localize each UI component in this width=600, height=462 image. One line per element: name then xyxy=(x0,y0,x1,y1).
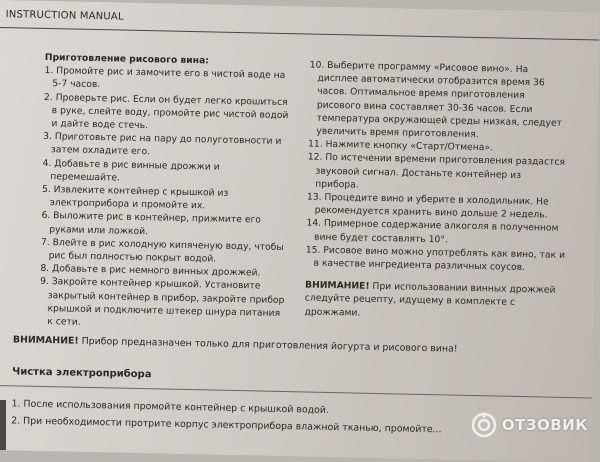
instruction-step: 12. По истечении времени приготовления раздастся звуковой сигнал. Достаньте контейнер из прибора. xyxy=(307,151,566,191)
instruction-step: 13. Процедите вино и уберите в холодильник. Не рекомендуется хранить вино дольше 2 недель. xyxy=(306,191,549,221)
instruction-step: 11. Нажмите кнопку «Старт/Отмена». xyxy=(307,138,494,154)
instruction-step: 2. Проверьте рис. Если он будет легко крошиться в руке, слейте воду, промойте рис чистой водой и дайте воде стечь. xyxy=(43,91,289,132)
otzovik-watermark xyxy=(471,412,588,438)
right-column xyxy=(304,59,569,324)
instruction-step: 6. Выложите рис в контейнер, прижмите его руками или ложкой. xyxy=(41,210,262,237)
instruction-step: 10. Выберите программу «Рисовое вино». На дисплее автоматически отобразится время 36 часов. Оптимальное время приготовления рисового вина составляет 30-36 часов. Если температура окружающей среды низкая, следует увеличить время приготовления. xyxy=(309,59,563,141)
instruction-step: 7. Влейте в рис холодную кипяченую воду, чтобы рис был полностью покрыт водой. xyxy=(40,236,284,265)
yeast-warning xyxy=(304,279,565,324)
instruction-step: 1. Промойте рис и замочите его в чистой воде на 5-7 часов. xyxy=(44,65,286,91)
warning-text: При использовании винных дрожжей следуйте рецепту, идущему в комплекте с дрожжами. xyxy=(304,281,556,319)
header-divider xyxy=(0,27,599,41)
warning-label: ВНИМАНИЕ! xyxy=(12,334,79,347)
instruction-step: 8. Добавьте в рис немного винных дрожжей. xyxy=(40,263,261,279)
instruction-step: 9. Закройте контейнер крышкой. Установите закрытый контейнер в прибор, закройте прибор крышкой и подключите штекер шнура питания к сети. xyxy=(39,276,285,328)
left-column xyxy=(39,51,293,333)
otzovik-logo-icon xyxy=(471,412,497,438)
instruction-step: 3. Приготовьте рис на пару до полуготовности и затем охладите его. xyxy=(43,131,282,158)
instruction-step: 14. Примерное содержание алкоголя в полученном вине будет составлять 10°. xyxy=(306,217,559,246)
manual-header: INSTRUCTION MANUAL xyxy=(5,9,124,23)
appliance-purpose-warning xyxy=(13,333,583,358)
instruction-step: 4. Добавьте в рис винные дрожжи и перемешайте. xyxy=(42,157,220,184)
warning-label: ВНИМАНИЕ! xyxy=(304,279,370,293)
watermark-text: ОТЗОВИК xyxy=(501,416,588,434)
cleaning-step: 1. После использования промойте контейнер с крышкой водой. xyxy=(11,398,330,416)
instruction-step: 15. Рисовое вино можно употреблять как вино, так и в качестве ингредиента различных соусов. xyxy=(305,244,566,274)
rice-wine-section-title: Приготовление рисового вина: xyxy=(44,51,210,67)
warning-text: Прибор предназначен только для приготовления йогурта и рисового вина! xyxy=(78,335,458,355)
cleaning-step: 2. При необходимости протрите корпус электроприбора влажной тканью, промойте... xyxy=(11,415,442,436)
instruction-step: 5. Извлеките контейнер с крышкой из электроприбора и промойте их. xyxy=(41,183,229,212)
cleaning-section-title: Чистка электроприбора xyxy=(12,366,152,381)
page-binding-edge xyxy=(0,400,6,450)
